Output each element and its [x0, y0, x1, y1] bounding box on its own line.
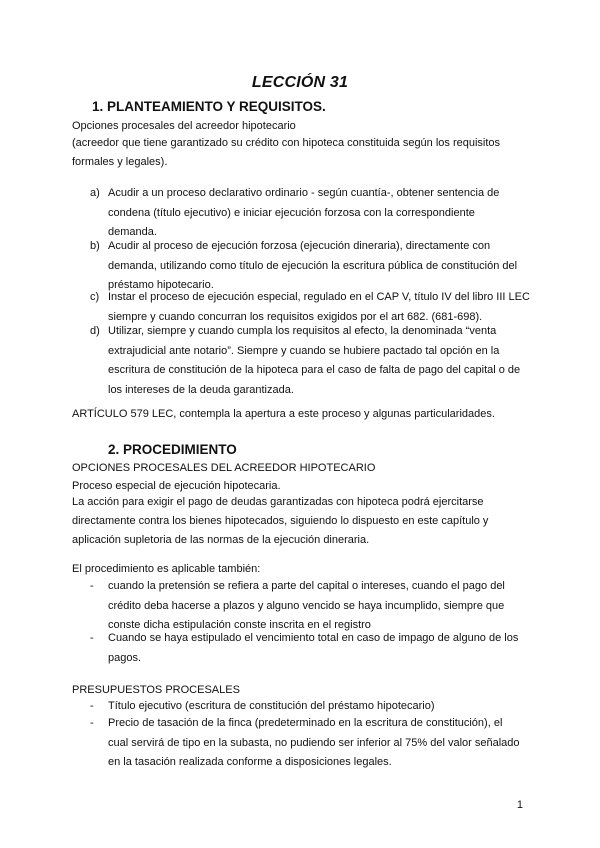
applicable-label: El procedimiento es aplicable también:: [72, 563, 261, 575]
option-d: [72, 322, 532, 400]
page-number: 1: [516, 799, 523, 811]
special-process: Proceso especial de ejecución hipotecaria.: [72, 480, 281, 492]
presupuestos-heading: PRESUPUESTOS PROCESALES: [72, 684, 240, 696]
option-line: Acudir al proceso de ejecución forzosa (ejecución dineraria), directamente con: [108, 240, 491, 252]
lesson-title: LECCIÓN 31: [251, 74, 349, 91]
paragraph-line: aplicación supletoria de las normas de la ejecución dineraria.: [72, 534, 370, 546]
option-line: préstamo hipotecario.: [108, 279, 214, 291]
item-line: crédito deba hacerse a plazos y alguno vencido se haya incumplido, siempre que: [108, 599, 505, 612]
section1-intro: Opciones procesales del acreedor hipotecario: [72, 120, 296, 132]
option-line: demanda.: [108, 226, 157, 238]
item-line: conste dicha estipulación conste inscrita en el registro: [108, 619, 371, 631]
option-marker: c): [90, 291, 100, 303]
applicable-item-1: [72, 577, 532, 636]
option-a: [72, 184, 532, 243]
item-line: en la tasación realizada conforme a disposiciones legales.: [108, 756, 392, 768]
section2-heading: 2. PROCEDIMIENTO: [108, 442, 237, 457]
option-line: los intereses de la deuda garantizada.: [108, 383, 294, 396]
dash-marker: -: [90, 700, 94, 712]
option-b: [72, 237, 532, 296]
item-line: Título ejecutivo (escritura de constitución del préstamo hipotecario): [108, 700, 435, 712]
option-line: condena (título ejecutivo) e iniciar ejecución forzosa con la correspondiente: [108, 206, 475, 219]
option-marker: d): [90, 325, 100, 337]
section2-subheading: OPCIONES PROCESALES DEL ACREEDOR HIPOTECARIO: [72, 462, 376, 474]
option-marker: b): [90, 240, 100, 252]
item-line: Precio de tasación de la finca (predeterminado en la escritura de constitución), el: [108, 717, 503, 729]
note-line: formales y legales).: [72, 156, 168, 168]
section1-heading: 1. PLANTEAMIENTO Y REQUISITOS.: [92, 99, 326, 114]
dash-marker: -: [90, 632, 94, 644]
item-line: cual servirá de tipo en la subasta, no pudiendo ser inferior al 75% del valor señalado: [108, 736, 520, 749]
applicable-item-2: [72, 629, 532, 668]
note-line: (acreedor que tiene garantizado su crédito con hipoteca constituida según los requisitos: [72, 137, 501, 149]
option-line: escritura de constitución de la hipoteca para el caso de falta de pago del capital o de: [108, 364, 521, 376]
item-line: Cuando se haya estipulado el vencimiento total en caso de impago de alguno de los: [108, 632, 519, 644]
option-line: Instar el proceso de ejecución especial, regulado en el CAP V, título IV del libro III LEC: [108, 291, 530, 303]
section2-paragraph: [72, 493, 488, 550]
item-line: cuando la pretensión se refiera a parte del capital o intereses, cuando el pago del: [108, 580, 505, 592]
option-line: Acudir a un proceso declarativo ordinario - según cuantía-, obtener sentencia de: [108, 187, 500, 199]
option-line: demanda, utilizando como título de ejecución la escritura pública de constitución del: [108, 259, 518, 272]
dash-marker: -: [90, 580, 94, 592]
presupuestos-item-2: [72, 714, 532, 773]
section1-note: [72, 134, 500, 172]
option-line: Utilizar, siempre y cuando cumpla los requisitos al efecto, la denominada “venta: [108, 325, 497, 337]
item-line: pagos.: [108, 651, 142, 664]
option-line: extrajudicial ante notario”. Siempre y cuando se hubiere pactado tal opción en la: [108, 344, 500, 357]
paragraph-line: directamente contra los bienes hipotecados, siguiendo lo dispuesto en este capítulo y: [72, 515, 489, 527]
article-579: ARTÍCULO 579 LEC, contempla la apertura a este proceso y algunas particularidades.: [72, 408, 495, 420]
option-marker: a): [90, 187, 100, 199]
dash-marker: -: [90, 717, 94, 729]
option-line: siempre y cuando concurran los requisitos exigidos por el art 682. (681-698).: [108, 310, 483, 323]
paragraph-line: La acción para exigir el pago de deudas garantizadas con hipoteca podrá ejercitarse: [72, 496, 484, 508]
